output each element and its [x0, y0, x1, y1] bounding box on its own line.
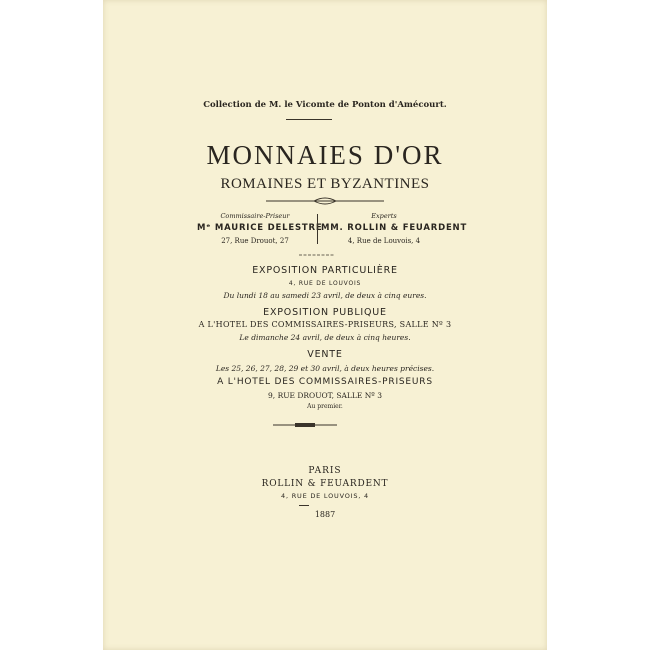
sub-title: ROMAINES ET BYZANTINES — [220, 176, 430, 192]
imprint-year: 1887 — [314, 510, 336, 519]
vente-heading: VENTE — [307, 349, 343, 360]
experts-column — [321, 212, 468, 245]
commissaire-role: Commissaire-Priseur — [220, 212, 290, 220]
imprint-address: 4, RUE DE LOUVOIS, 4 — [281, 492, 369, 500]
commissaire-name: Mᵉ MAURICE DELESTRE — [197, 223, 323, 233]
experts-role: Experts — [371, 212, 397, 220]
main-title: MONNAIES D'OR — [206, 140, 444, 170]
expo-publique-place: A L'HOTEL DES COMMISSAIRES-PRISEURS, SALLE Nº 3 — [198, 320, 452, 329]
experts-address: 4, Rue de Louvois, 4 — [347, 237, 421, 245]
expo-publique-heading: EXPOSITION PUBLIQUE — [263, 307, 387, 318]
catalogue-page — [103, 0, 547, 650]
commissaire-column — [197, 212, 323, 245]
vente-ornament — [273, 421, 337, 429]
vente-dates: Les 25, 26, 27, 28, 29 et 30 avril, à deux heures précises. — [215, 364, 435, 373]
vente-floor: Au premier. — [307, 403, 343, 410]
expo-particuliere-dates: Du lundi 18 au samedi 23 avril, de deux à cinq eures. — [223, 291, 427, 300]
vente-place: A L'HOTEL DES COMMISSAIRES-PRISEURS — [217, 377, 433, 387]
vente-address: 9, RUE DROUOT, SALLE Nº 3 — [268, 391, 382, 400]
collection-line: Collection de M. le Vicomte de Ponton d'Amécourt. — [203, 100, 447, 110]
imprint-city: PARIS — [308, 466, 342, 476]
header-rule — [286, 119, 332, 120]
imprint-rule — [299, 505, 309, 506]
title-ornament — [266, 196, 384, 206]
expo-publique-dates: Le dimanche 24 avril, de deux à cinq heures. — [239, 333, 411, 342]
officials-ornament — [299, 252, 335, 258]
commissaire-address: 27, Rue Drouot, 27 — [221, 237, 289, 245]
imprint-publisher: ROLLIN & FEUARDENT — [261, 479, 389, 489]
expo-particuliere-address: 4, RUE DE LOUVOIS — [288, 280, 362, 287]
expo-particuliere-heading: EXPOSITION PARTICULIÈRE — [252, 265, 398, 276]
experts-name: MM. ROLLIN & FEUARDENT — [321, 223, 468, 233]
officials-divider — [317, 214, 318, 244]
